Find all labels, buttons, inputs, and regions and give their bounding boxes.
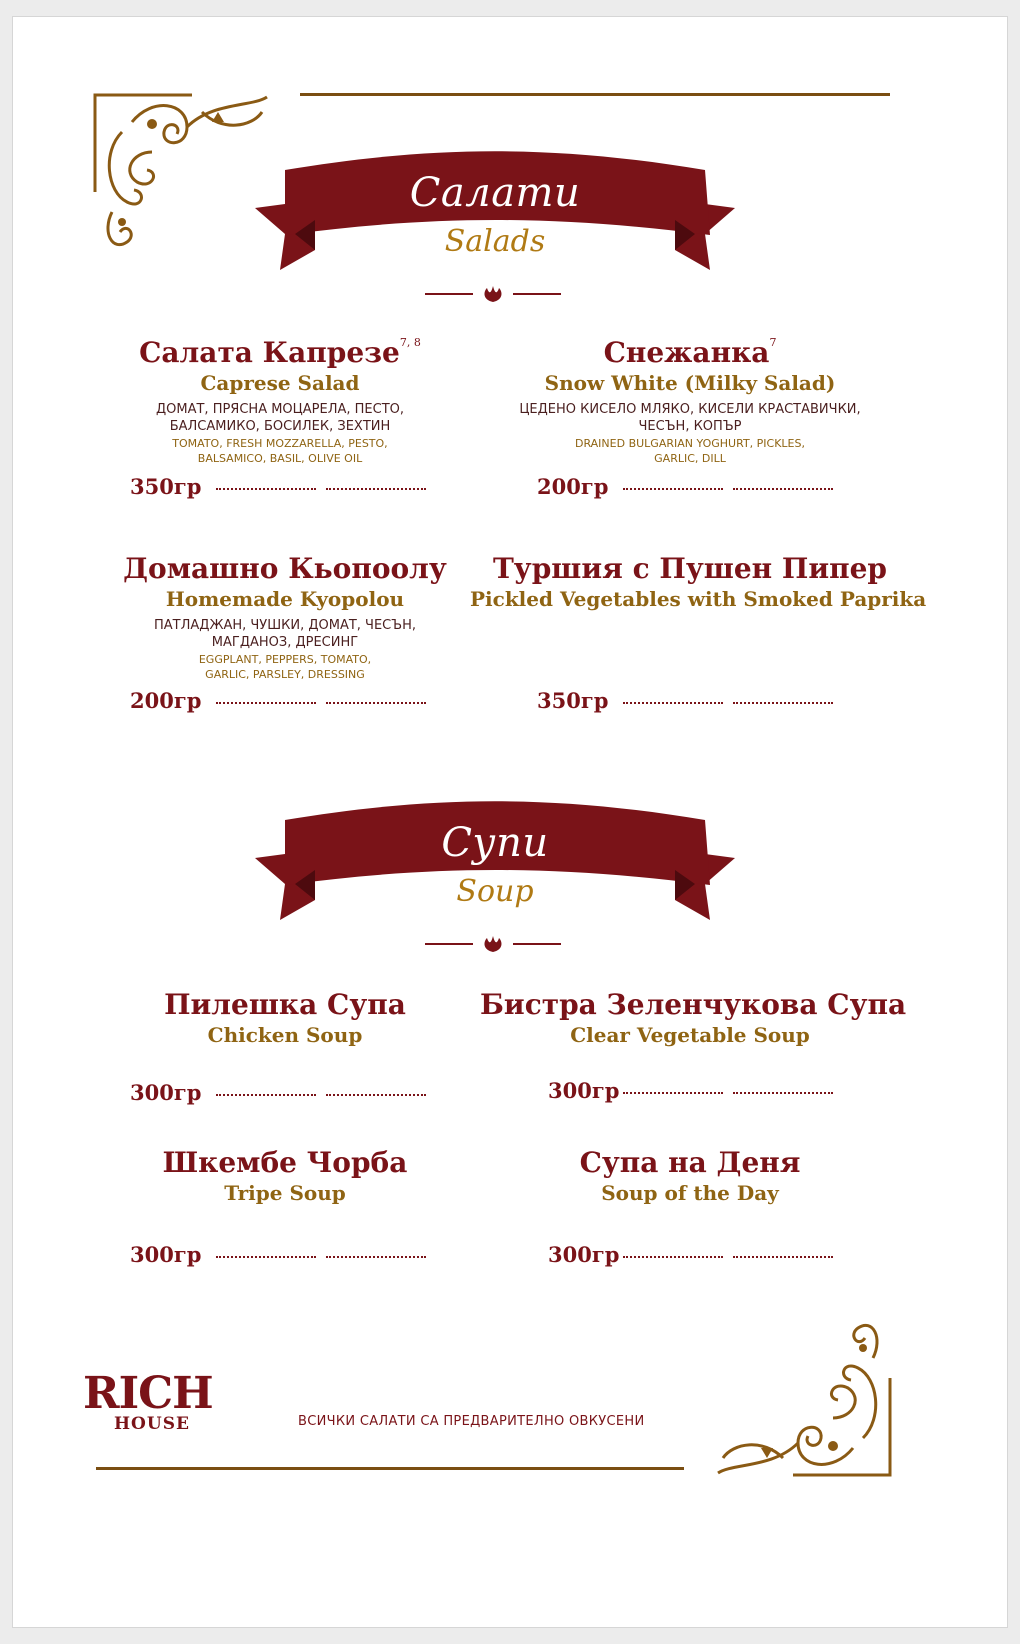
item-weight: 300гр: [548, 1242, 620, 1267]
top-rule: [300, 93, 890, 96]
dotted-leader: [216, 1254, 316, 1258]
dotted-leader: [733, 700, 833, 704]
price-row: [130, 1080, 430, 1108]
item-weight: 300гр: [548, 1078, 620, 1103]
menu-item-soup-of-day: [540, 1146, 840, 1205]
dotted-leader: [326, 1254, 426, 1258]
ingredients-en: EGGPLANT, PEPPERS, TOMATO, GARLIC, PARSLEY, DRESSING: [198, 653, 372, 681]
item-weight: 300гр: [130, 1080, 202, 1105]
item-name: Шкембе Чорба: [162, 1146, 408, 1179]
item-weight: 200гр: [130, 688, 202, 713]
footer-note: ВСИЧКИ САЛАТИ СА ПРЕДВАРИТЕЛНО ОВКУСЕНИ: [298, 1414, 645, 1429]
salads-divider: [425, 284, 575, 304]
item-name: Снежанка$^7$: [603, 336, 777, 369]
salads-subtitle: Salads: [444, 224, 546, 259]
ingredients-en: TOMATO, FRESH MOZZARELLA, PESTO, BALSAMICO, BASIL, OLIVE OIL: [172, 437, 388, 465]
item-name: Пилешка Супа: [164, 988, 406, 1021]
item-weight: 300гр: [130, 1242, 202, 1267]
price-row: [537, 474, 837, 502]
dotted-leader: [216, 1092, 316, 1096]
menu-item-vegetable-soup: [480, 988, 907, 1047]
dotted-leader: [326, 700, 426, 704]
item-name-en: Chicken Soup: [207, 1023, 363, 1047]
soups-title: Супи: [441, 820, 549, 866]
logo-house: HOUSE: [114, 1414, 190, 1434]
item-name: Домашно Кьопоолу: [123, 552, 447, 585]
item-name-en: Caprese Salad: [200, 371, 360, 395]
corner-ornament-top-left: [92, 92, 277, 272]
menu-item-kyopolou: [120, 552, 450, 682]
salads-title: Салати: [409, 170, 581, 216]
dotted-leader: [733, 1090, 833, 1094]
corner-ornament-bottom-right: [708, 1298, 893, 1478]
menu-item-caprese: [120, 336, 440, 466]
ingredients-bg: ПАТЛАДЖАН, ЧУШКИ, ДОМАТ, ЧЕСЪН, МАГДАНОЗ, ДРЕСИНГ: [154, 618, 416, 650]
item-name: Туршия с Пушен Пипер: [492, 552, 888, 585]
soups-ribbon: [255, 800, 735, 930]
ingredients-bg: ДОМАТ, ПРЯСНА МОЦАРЕЛА, ПЕСТО, БАЛСАМИКО, БОСИЛЕК, ЗЕХТИН: [155, 402, 405, 434]
allergen-note: 7, 8: [399, 336, 421, 349]
ingredients-en: DRAINED BULGARIAN YOGHURT, PICKLES, GARLIC, DILL: [574, 437, 805, 465]
price-row: [130, 474, 430, 502]
dotted-leader: [326, 486, 426, 490]
price-row: [130, 1242, 430, 1270]
item-name-en: Pickled Vegetables with Smoked Paprika: [470, 587, 927, 611]
dotted-leader: [623, 486, 723, 490]
salads-ribbon: [255, 150, 735, 280]
item-name-en: Clear Vegetable Soup: [570, 1023, 810, 1047]
dotted-leader: [733, 1254, 833, 1258]
dotted-leader: [326, 1092, 426, 1096]
menu-item-snezhanka: [510, 336, 870, 466]
item-name-en: Snow White (Milky Salad): [544, 371, 836, 395]
item-name: Бистра Зеленчукова Супа: [480, 988, 907, 1021]
dotted-leader: [216, 700, 316, 704]
allergen-note: 7: [769, 336, 777, 349]
ingredients-bg: ЦЕДЕНО КИСЕЛО МЛЯКО, КИСЕЛИ КРАСТАВИЧКИ, ЧЕСЪН, КОПЪР: [519, 402, 861, 434]
logo-rich: RICH: [83, 1368, 213, 1419]
menu-item-turshia: [470, 552, 927, 611]
item-name-en: Homemade Kyopolou: [165, 587, 405, 611]
soups-divider: [425, 934, 575, 954]
price-row: [130, 688, 430, 716]
dotted-leader: [216, 486, 316, 490]
item-weight: 200гр: [537, 474, 609, 499]
dotted-leader: [733, 486, 833, 490]
soups-subtitle: Soup: [456, 874, 534, 909]
item-name: Салата Капрезе$^{7, 8}$: [139, 336, 421, 369]
bottom-rule: [96, 1467, 684, 1470]
price-row: [537, 688, 837, 716]
item-weight: 350гр: [130, 474, 202, 499]
price-row: [548, 1242, 848, 1270]
dotted-leader: [623, 1090, 723, 1094]
menu-item-chicken-soup: [135, 988, 435, 1047]
item-name-en: Soup of the Day: [601, 1181, 779, 1205]
item-weight: 350гр: [537, 688, 609, 713]
menu-item-tripe-soup: [135, 1146, 435, 1205]
dotted-leader: [623, 700, 723, 704]
item-name: Супа на Деня: [579, 1146, 801, 1179]
price-row: [548, 1078, 848, 1106]
dotted-leader: [623, 1254, 723, 1258]
item-name-en: Tripe Soup: [224, 1181, 346, 1205]
